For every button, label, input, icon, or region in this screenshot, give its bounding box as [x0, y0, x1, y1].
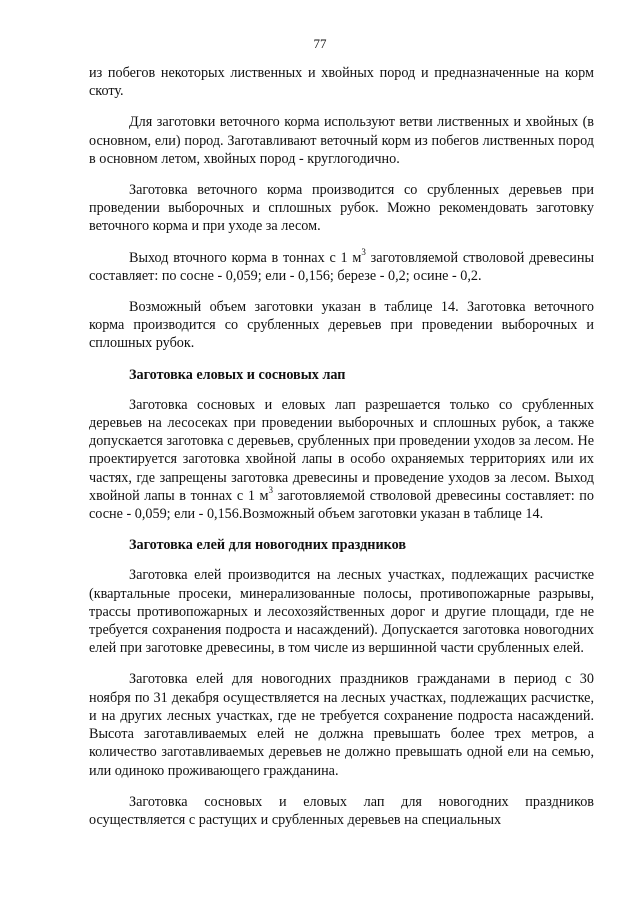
paragraph-branch-feed-types: Для заготовки веточного корма используют ветви лиственных и хвойных (в основном, ели) пород. Заготавливают веточный корм из побегов лиственных пород в основном летом, хвойных пород - круглогодично.	[89, 114, 594, 167]
paragraph-conifer-branches	[89, 396, 594, 523]
paragraph-branch-feed-volume: Возможный объем заготовки указан в таблице 14. Заготовка веточного корма производится со срубленных деревьев при проведении выборочных и сплошных рубок.	[89, 299, 594, 352]
superscript: 3	[268, 484, 274, 495]
text-fragment: заготовляемой стволовой древесины составляет: по сосне - 0,059; ели - 0,156.Возможный объем заготовки указан в таблице 14.	[89, 487, 594, 523]
text-fragment: заготовляемой стволовой древесины составляет: по сосне - 0,059; ели - 0,156; березе - 0,2; осине - 0,2.	[89, 249, 594, 284]
section-heading-new-year-trees: Заготовка елей для новогодних праздников	[129, 537, 407, 554]
paragraph-branch-feed-harvest: Заготовка веточного корма производится со срубленных деревьев при проведении выборочных и сплошных рубок. Можно рекомендовать заготовку веточного корма и при уходе за лесом.	[89, 182, 594, 235]
paragraph-tree-harvest-sites: Заготовка елей производится на лесных участках, подлежащих расчистке (квартальные просеки, минерализованные полосы, противопожарные разрывы, трассы противопожарных и лесохозяйственных дорог и другие площади, где не требуется сохранения подроста и насаждений). Допускается заготовка новогодних елей при заготовке древесины, в том числе из вершинной части срубленных елей.	[89, 567, 594, 657]
paragraph-branches-new-year: Заготовка сосновых и еловых лап для новогодних праздников осуществляется с растущих и срубленных деревьев на специальных	[89, 793, 594, 828]
superscript: 3	[361, 246, 366, 257]
text-fragment: Заготовка сосновых и еловых лап разрешается только со срубленных деревьев на лесосеках при проведении выборочных и сплошных рубок, а также допускается заготовка с деревьев, срубленных при проведении уходов за лесом. Не проектируется заготовка хвойной лапы в особо охраняемых территориях или их частях, где запрещены заготовка древесины и проведение уходов за лесом. Выход хвойной лапы в тоннах с 1 м	[89, 396, 594, 504]
paragraph-branch-feed-yield	[89, 246, 594, 285]
document-body	[89, 64, 594, 842]
text-fragment: Выход вточного корма в тоннах с 1 м	[129, 249, 362, 266]
page-number: 77	[313, 36, 327, 51]
paragraph-tree-harvest-citizens: Заготовка елей для новогодних праздников гражданами в период с 30 ноября по 31 декабря осуществляется на лесных участках, подлежащих расчистке, и на других лесных участках, где не требуется сохранение подроста насаждений. Высота заготавливаемых елей не должна превышать более трех метров, а количество заготавливаемых деревьев не должно превышать одной ели на семью, или одиноко проживающего гражданина.	[89, 671, 594, 779]
paragraph-continuation: из побегов некоторых лиственных и хвойных пород и предназначенные на корм скоту.	[89, 65, 594, 100]
section-heading-spruce-pine-branches: Заготовка еловых и сосновых лап	[129, 366, 346, 383]
